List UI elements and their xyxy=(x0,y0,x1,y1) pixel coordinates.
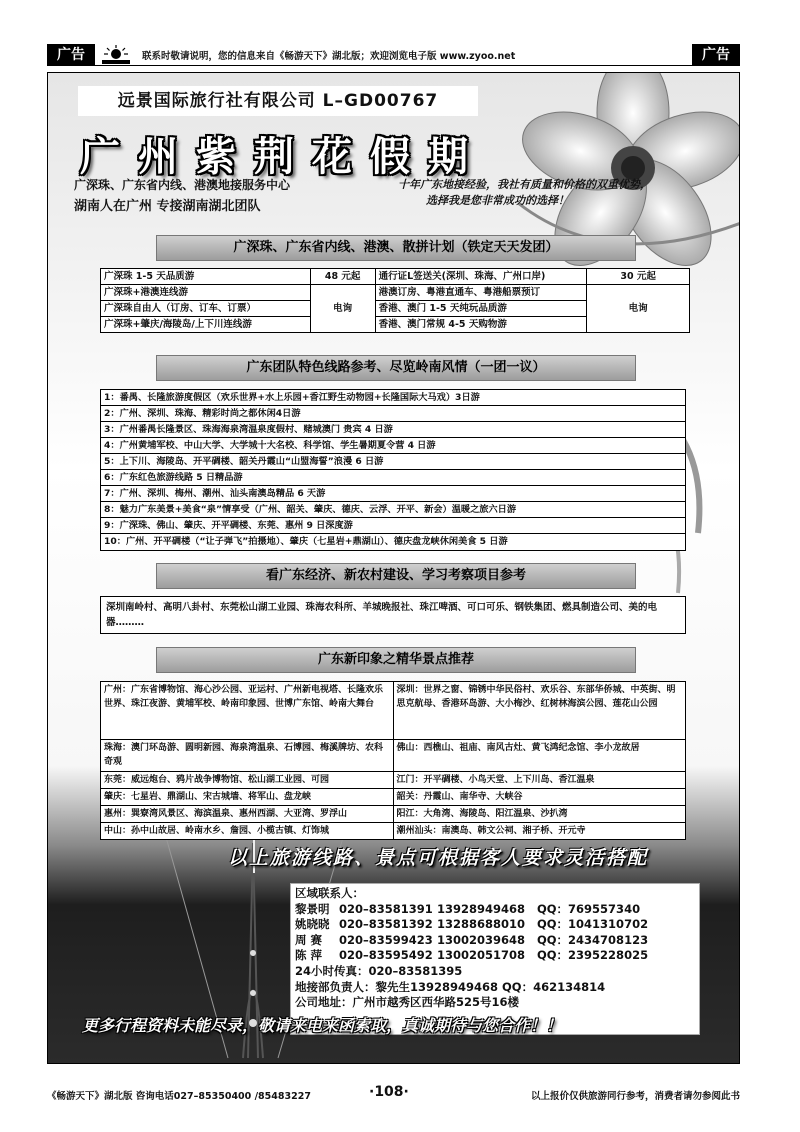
target-line: 湖南人在广州 专接湖南湖北团队 xyxy=(74,199,261,214)
contact-heading: 区域联系人： xyxy=(295,886,364,900)
company-name: 远景国际旅行社有限公司 L–GD00767 xyxy=(78,86,478,116)
plan-left-2: 广深珠+港澳连线游 xyxy=(101,285,311,301)
plan-left-price-2: 电询 xyxy=(310,285,375,333)
fax-line: 24小时传真：020–83581395 xyxy=(295,963,463,978)
contact-mobile: 13928949468 xyxy=(437,901,526,916)
list-item: 9：广深珠、佛山、肇庆、开平碉楼、东莞、惠州 9 日深度游 xyxy=(101,518,685,534)
list-item: 7：广州、深圳、梅州、潮州、汕头南澳岛精品 6 天游 xyxy=(101,486,685,502)
contact-name: 周 赛 xyxy=(295,932,323,947)
contact-qq: QQ：769557340 xyxy=(537,901,641,916)
list-item: 10：广州、开平碉楼（“让子弹飞”拍摄地）、肇庆（七星岩+鼎湖山）、德庆盘龙峡休闲美食 5 日游 xyxy=(104,536,508,547)
plan-right-price-1: 30 元起 xyxy=(587,269,690,285)
page-footer xyxy=(47,1084,740,1104)
header-note: 联系时敬请说明，您的信息来自《畅游天下》湖北版；欢迎浏览电子版 www.zyoo.net xyxy=(142,51,516,62)
section-economy-title: 看广东经济、新农村建设、学习考察项目参考 xyxy=(156,563,636,589)
scenic-zhuhai: 珠海：澳门环岛游、圆明新园、海泉湾温泉、石博园、梅溪牌坊、农科奇观 xyxy=(101,740,394,772)
contact-tel: 020–83581391 xyxy=(339,901,433,916)
contact-name: 姚晓晓 xyxy=(295,917,330,932)
scenic-chaoshan: 潮州汕头：南澳岛、韩文公祠、湘子桥、开元寺 xyxy=(393,823,686,840)
scenic-zhongshan: 中山：孙中山故居、岭南水乡、詹园、小榄古镇、灯饰城 xyxy=(101,823,394,840)
combination-note: 以上旅游线路、景点可根据客人要求灵活搭配 xyxy=(228,847,649,869)
scenic-guangzhou: 广州：广东省博物馆、海心沙公园、亚运村、广州新电视塔、长隆欢乐世界、珠江夜游、黄埔军校、岭南印象园、世博广东馆、岭南大舞台 xyxy=(101,682,394,740)
brand-title: 广州紫荆花假期 xyxy=(80,133,486,180)
scenic-table xyxy=(100,681,686,840)
plan-table xyxy=(100,268,690,333)
section-team-title: 广东团队特色线路参考、尽览岭南风情（一团一议） xyxy=(156,355,636,381)
manager-line: 地接部负责人：黎先生13928949468 QQ：462134814 xyxy=(295,979,606,994)
contact-name: 黎景明 xyxy=(295,901,330,916)
address-line: 公司地址：广州市越秀区西华路525号16楼 xyxy=(295,995,520,1010)
plan-right-1: 通行证L签送关(深圳、珠海、广州口岸) xyxy=(375,269,587,285)
list-item: 5：上下川、海陵岛、开平碉楼、韶关丹霞山“山盟海誓”浪漫 6 日游 xyxy=(101,454,685,470)
magazine-logo-icon xyxy=(99,45,133,65)
contact-row xyxy=(295,902,695,918)
scenic-shaoguan: 韶关：丹霞山、南华寺、大峡谷 xyxy=(393,789,686,806)
footer-right: 以上报价仅供旅游同行参考，消费者请勿参阅此书 xyxy=(530,1091,740,1102)
list-item: 8：魅力广东美景+美食“泉”情享受（广州、韶关、肇庆、德庆、云浮、开平、新会）温暖之旅六日游 xyxy=(101,502,685,518)
list-item: 1：番禺、长隆旅游度假区（欢乐世界+水上乐园+香江野生动物园+长隆国际大马戏）3日游 xyxy=(101,390,685,406)
plan-left-4: 广深珠+肇庆/海陵岛/上下川连线游 xyxy=(101,317,311,333)
plan-right-3: 香港、澳门 1-5 天纯玩品质游 xyxy=(375,301,587,317)
contact-tel: 020–83581392 xyxy=(339,917,433,932)
contact-qq: QQ：1041310702 xyxy=(537,917,649,932)
plan-left-price-1: 48 元起 xyxy=(310,269,375,285)
plan-left-1: 广深珠 1-5 天品质游 xyxy=(101,269,311,285)
slogan-line-1: 十年广东地接经验，我社有质量和价格的双重优势， xyxy=(398,178,651,191)
contact-mobile: 13002051708 xyxy=(437,948,526,963)
service-line: 广深珠、广东省内线、港澳地接服务中心 xyxy=(74,178,291,192)
contact-name: 陈 萍 xyxy=(295,948,323,963)
contact-row xyxy=(295,917,695,933)
contact-qq: QQ：2434708123 xyxy=(537,932,649,947)
economy-project-list: 深圳南岭村、高明八卦村、东莞松山湖工业园、珠海农科所、羊城晚报社、珠江啤酒、可口可乐、钢铁集团、燃具制造公司、美的电器……… xyxy=(100,596,686,634)
contact-row xyxy=(295,933,695,949)
page-number: ·108· xyxy=(369,1084,409,1100)
footer-left: 《畅游天下》湖北版 咨询电话027–85350400 /85483227 xyxy=(47,1091,311,1102)
scenic-foshan: 佛山：西樵山、祖庙、南风古灶、黄飞鸿纪念馆、李小龙故居 xyxy=(393,740,686,772)
ad-frame xyxy=(47,72,740,1064)
scenic-jiangmen: 江门：开平碉楼、小鸟天堂、上下川岛、香江温泉 xyxy=(393,772,686,789)
top-bar xyxy=(47,44,740,66)
contact-tel: 020–83599423 xyxy=(339,932,433,947)
plan-right-price-2: 电询 xyxy=(587,285,690,333)
team-route-list xyxy=(100,389,686,551)
section-plan-title: 广深珠、广东省内线、港澳、散拼计划（铁定天天发团） xyxy=(156,235,636,261)
list-item: 3：广州番禺长隆景区、珠海海泉湾温泉度假村、赌城澳门 贵宾 4 日游 xyxy=(101,422,685,438)
section-scenic-title: 广东新印象之精华景点推荐 xyxy=(156,647,636,673)
plan-right-2: 港澳订房、粤港直通车、粤港船票预订 xyxy=(375,285,587,301)
scenic-zhaoqing: 肇庆：七星岩、鼎湖山、宋古城墙、将军山、盘龙峡 xyxy=(101,789,394,806)
contact-tel: 020–83595492 xyxy=(339,948,433,963)
scenic-huizhou: 惠州：巽寮湾风景区、海滨温泉、惠州西湖、大亚湾、罗浮山 xyxy=(101,806,394,823)
ad-tag-right: 广告 xyxy=(692,44,740,66)
closing-message: 更多行程资料未能尽录，敬请来电来函索取，真诚期待与您合作！！ xyxy=(82,1016,563,1035)
contact-mobile: 13288688010 xyxy=(437,917,526,932)
contact-qq: QQ：2395228025 xyxy=(537,948,649,963)
plan-right-4: 香港、澳门常规 4-5 天购物游 xyxy=(375,317,587,333)
list-item: 4：广州黄埔军校、中山大学、大学城十大名校、科学馆、学生暑期夏令营 4 日游 xyxy=(101,438,685,454)
list-item: 6：广东红色旅游线路 5 日精品游 xyxy=(101,470,685,486)
slogan-line-2: 选择我是您非常成功的选择！ xyxy=(426,194,569,207)
scenic-dongguan: 东莞：威远炮台、鸦片战争博物馆、松山湖工业园、可园 xyxy=(101,772,394,789)
plan-left-3: 广深珠自由人（订房、订车、订票） xyxy=(101,301,311,317)
contact-mobile: 13002039648 xyxy=(437,932,526,947)
scenic-yangjiang: 阳江：大角湾、海陵岛、阳江温泉、沙扒湾 xyxy=(393,806,686,823)
list-item: 2：广州、深圳、珠海、精彩时尚之都休闲4日游 xyxy=(101,406,685,422)
ad-tag-left: 广告 xyxy=(47,44,95,66)
contact-row xyxy=(295,948,695,964)
scenic-shenzhen: 深圳：世界之窗、锦锈中华民俗村、欢乐谷、东部华侨城、中英街、明思克航母、香港环岛游、大小梅沙、红树林海滨公园、莲花山公园 xyxy=(393,682,686,740)
